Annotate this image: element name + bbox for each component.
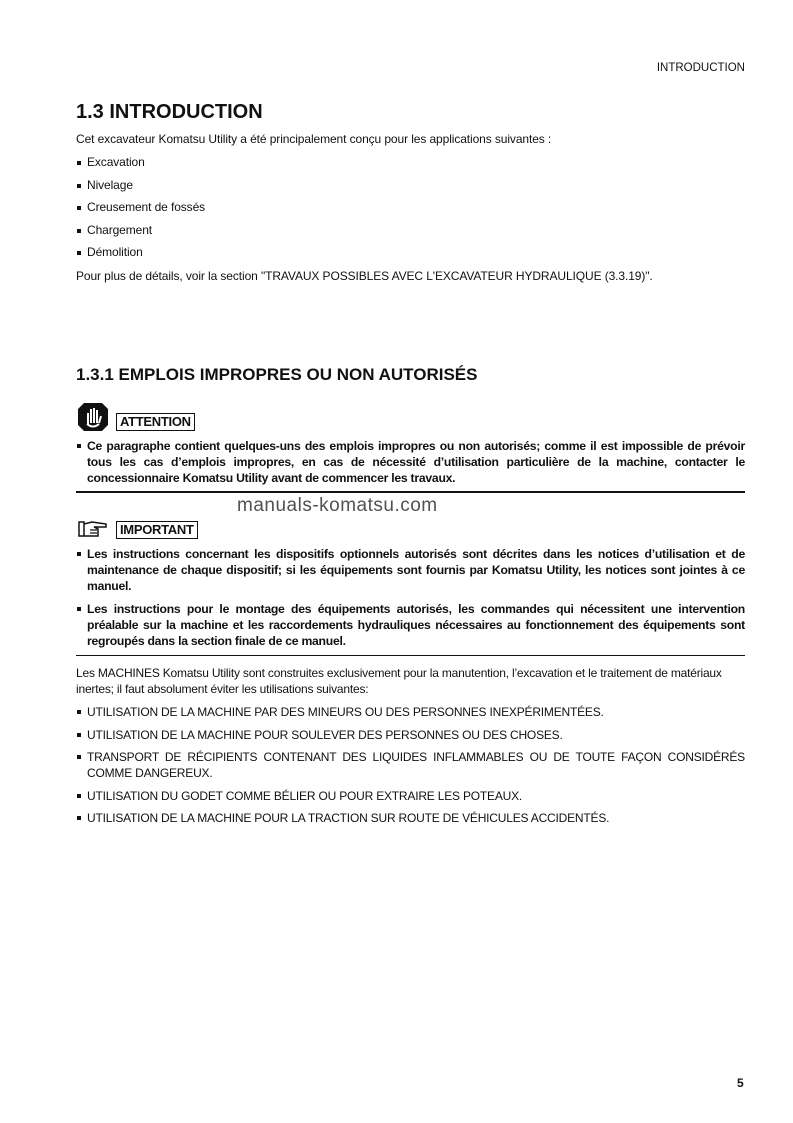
important-label: IMPORTANT: [116, 521, 198, 539]
usage-paragraph: Les MACHINES Komatsu Utility sont construites exclusivement pour la manutention, l’excavation et le traitement de matériaux inertes; il faut absolument éviter les utilisations suivantes:: [76, 666, 722, 696]
list-item: UTILISATION DU GODET COMME BÉLIER OU POUR EXTRAIRE LES POTEAUX.: [76, 788, 745, 804]
list-item: Creusement de fossés: [76, 200, 745, 223]
section-title: 1.3 INTRODUCTION: [76, 101, 263, 123]
divider: [76, 655, 745, 656]
list-item: Chargement: [76, 223, 745, 246]
divider: [76, 491, 745, 493]
list-item: UTILISATION DE LA MACHINE POUR SOULEVER DES PERSONNES OU DES CHOSES.: [76, 727, 745, 743]
list-item: Les instructions concernant les dispositifs optionnels autorisés sont décrites dans les notices d’utilisation et de maintenance de chaque dispositif; si les équipements sont fournis par Komatsu Utility, les notices sont jointes à ce manuel.: [76, 546, 745, 594]
running-header: INTRODUCTION: [656, 62, 745, 74]
subsection-title: 1.3.1 EMPLOIS IMPROPRES OU NON AUTORISÉS: [76, 365, 478, 384]
list-item: TRANSPORT DE RÉCIPIENTS CONTENANT DES LIQUIDES INFLAMMABLES OU DE TOUTE FAÇON CONSIDÉRÉS COMME DANGEREUX.: [76, 749, 745, 781]
intro-paragraph: Cet excavateur Komatsu Utility a été principalement conçu pour les applications suivantes :: [76, 132, 552, 146]
list-item: Nivelage: [76, 178, 745, 201]
attention-notice: [76, 438, 745, 493]
usage-section: [76, 665, 745, 833]
applications-list: [76, 155, 745, 268]
list-item: Démolition: [76, 245, 745, 268]
page-number: 5: [737, 1076, 744, 1090]
list-item: UTILISATION DE LA MACHINE POUR LA TRACTION SUR ROUTE DE VÉHICULES ACCIDENTÉS.: [76, 810, 745, 826]
list-item: Ce paragraphe contient quelques-uns des emplois impropres ou non autorisés; comme il est impossible de prévoir tous les cas d’emplois impropres, en cas de nécessité d’utilisation particulière de la machine, contacter le concessionnaire Komatsu Utility avant de commencer les travaux.: [76, 438, 745, 486]
pointing-hand-icon: [78, 520, 108, 538]
important-notice: [76, 546, 745, 656]
list-item: Les instructions pour le montage des équipements autorisés, les commandes qui nécessitent une intervention préalable sur la machine et les raccordements hydrauliques nécessaires au fonctionnement des équipements sont regroupés dans la section finale de ce manuel.: [76, 601, 745, 649]
stop-hand-icon: [78, 403, 108, 431]
forbidden-uses-list: [76, 704, 745, 826]
attention-label: ATTENTION: [116, 413, 195, 431]
list-item: UTILISATION DE LA MACHINE PAR DES MINEURS OU DES PERSONNES INEXPÉRIMENTÉES.: [76, 704, 745, 720]
watermark: manuals-komatsu.com: [237, 495, 438, 516]
details-reference: Pour plus de détails, voir la section "TRAVAUX POSSIBLES AVEC L'EXCAVATEUR HYDRAULIQUE (3.3.19)".: [76, 269, 653, 283]
list-item: Excavation: [76, 155, 745, 178]
